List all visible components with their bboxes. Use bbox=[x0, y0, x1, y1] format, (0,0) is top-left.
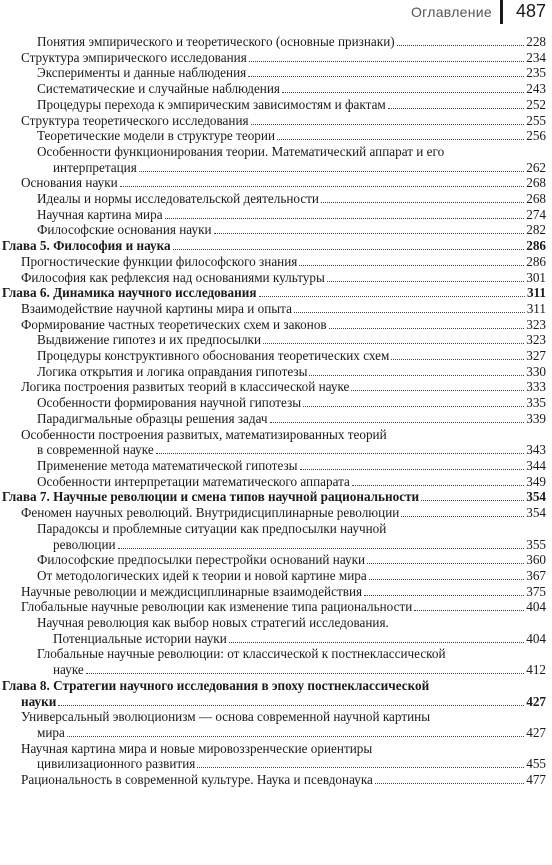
toc-entry-title: Глава 5. Философия и наука bbox=[2, 238, 171, 254]
dot-leader bbox=[277, 139, 524, 140]
toc-entry[interactable] bbox=[37, 568, 546, 584]
dot-leader bbox=[86, 673, 524, 674]
toc-entry-page: 404 bbox=[526, 599, 546, 615]
dot-leader bbox=[173, 249, 525, 250]
dot-leader bbox=[401, 516, 524, 517]
dot-leader bbox=[300, 469, 525, 470]
toc-entry[interactable] bbox=[37, 411, 546, 427]
toc-entry-title: Глобальные научные революции как изменение типа рациональности bbox=[21, 599, 413, 615]
toc-entry[interactable] bbox=[37, 552, 546, 568]
dot-leader bbox=[270, 422, 525, 423]
dot-leader bbox=[229, 642, 524, 643]
toc-entry[interactable] bbox=[37, 442, 546, 458]
header-title: Оглавление bbox=[410, 4, 492, 20]
dot-leader bbox=[388, 108, 524, 109]
toc-entry-title: революции bbox=[53, 536, 116, 552]
toc-entry-lead: Универсальный эволюционизм — основа современной научной картины bbox=[21, 709, 431, 725]
toc-entry[interactable] bbox=[37, 34, 546, 50]
toc-entry[interactable] bbox=[21, 113, 546, 129]
dot-leader bbox=[214, 233, 525, 234]
toc-entry[interactable] bbox=[37, 364, 546, 380]
dot-leader bbox=[329, 328, 525, 329]
toc-entry-page: 252 bbox=[526, 96, 546, 112]
toc-entry-title: Структура эмпирического исследования bbox=[21, 49, 247, 65]
toc-entry-page: 427 bbox=[526, 724, 546, 740]
toc-entry-title: Выдвижение гипотез и их предпосылки bbox=[37, 332, 262, 348]
toc-entry[interactable] bbox=[21, 301, 546, 317]
running-header bbox=[0, 0, 552, 26]
toc-entry-lead: Особенности функционирования теории. Математический аппарат и его bbox=[37, 143, 445, 159]
toc-entry-page: 335 bbox=[526, 395, 546, 411]
toc-entry-title: Систематические и случайные наблюдения bbox=[37, 81, 280, 97]
toc-entry[interactable] bbox=[21, 379, 546, 395]
toc-entry-lead: Глава 8. Стратегии научного исследования в эпоху постнеклассической bbox=[2, 677, 430, 693]
toc-entry-title: Процедуры перехода к эмпирическим зависимостям и фактам bbox=[37, 96, 386, 112]
toc-entry-title: Взаимодействие научной картины мира и опыта bbox=[21, 300, 292, 316]
toc-entry-title: От методологических идей к теории и новой картине мира bbox=[37, 567, 367, 583]
toc-entry-page: 427 bbox=[526, 693, 546, 709]
toc-entry-page: 282 bbox=[526, 222, 546, 238]
dot-leader bbox=[352, 485, 524, 486]
toc-entry[interactable] bbox=[21, 317, 546, 333]
toc-entry-page: 256 bbox=[526, 128, 546, 144]
toc-entry[interactable] bbox=[37, 348, 546, 364]
toc-entry-page: 330 bbox=[526, 363, 546, 379]
dot-leader bbox=[367, 563, 524, 564]
dot-leader bbox=[58, 705, 524, 706]
toc-entry-title: Парадигмальные образцы решения задач bbox=[37, 410, 268, 426]
toc-entry[interactable] bbox=[21, 772, 546, 788]
toc-entry-page: 355 bbox=[526, 536, 546, 552]
toc-entry-title: Философия как рефлексия над основаниями культуры bbox=[21, 269, 325, 285]
toc-entry-page: 286 bbox=[526, 253, 546, 269]
dot-leader bbox=[118, 548, 525, 549]
toc-entry-page: 243 bbox=[526, 81, 546, 97]
toc-entry-title: Особенности интерпретации математического аппарата bbox=[37, 473, 350, 489]
toc-entry-page: 344 bbox=[526, 457, 546, 473]
toc-entry-page: 367 bbox=[526, 567, 546, 583]
dot-leader bbox=[364, 595, 524, 596]
dot-leader bbox=[156, 453, 525, 454]
toc-entry-page: 404 bbox=[526, 630, 546, 646]
dot-leader bbox=[197, 767, 524, 768]
toc-entry-title: интерпретация bbox=[53, 159, 137, 175]
toc-entry[interactable] bbox=[37, 128, 546, 144]
toc-entry-title: науке bbox=[53, 662, 84, 678]
toc-entry[interactable] bbox=[53, 160, 546, 176]
toc-entry-title: Потенциальные истории науки bbox=[53, 630, 227, 646]
toc-entry-page: 323 bbox=[526, 316, 546, 332]
dot-leader bbox=[120, 186, 525, 187]
toc-entry-title: Философские предпосылки перестройки оснований науки bbox=[37, 552, 366, 568]
toc-entry-title: мира bbox=[37, 724, 65, 740]
dot-leader bbox=[327, 281, 524, 282]
toc-entry-title: Глава 7. Научные революции и смена типов научной рациональности bbox=[2, 489, 420, 505]
toc-entry-title: Формирование частных теоретических схем и законов bbox=[21, 316, 327, 332]
toc-entry[interactable] bbox=[37, 474, 546, 490]
toc-entry[interactable] bbox=[21, 270, 546, 286]
toc-entry-title: Идеалы и нормы исследовательской деятельности bbox=[37, 191, 319, 207]
dot-leader bbox=[309, 375, 524, 376]
toc-entry[interactable] bbox=[53, 662, 546, 678]
header-divider bbox=[500, 0, 503, 24]
dot-leader bbox=[139, 171, 524, 172]
toc-entry-page: 262 bbox=[526, 159, 546, 175]
toc-entry[interactable] bbox=[37, 458, 546, 474]
toc-entry-page: 343 bbox=[526, 442, 546, 458]
toc-entry-lead: Глобальные научные революции: от классической к постнеклассической bbox=[37, 646, 446, 662]
toc-entry-page: 349 bbox=[526, 473, 546, 489]
dot-leader bbox=[259, 296, 525, 297]
toc-entry-title: Понятия эмпирического и теоретического (основные признаки) bbox=[37, 34, 395, 49]
dot-leader bbox=[369, 579, 524, 580]
toc-entry-page: 323 bbox=[526, 332, 546, 348]
toc-entry[interactable] bbox=[21, 254, 546, 270]
toc-entry-title: Применение метода математической гипотезы bbox=[37, 457, 298, 473]
toc-entry-title: Рациональность в современной культуре. Наука и псевдонаука bbox=[21, 772, 373, 788]
toc-entry[interactable] bbox=[37, 191, 546, 207]
toc-entry-lead: Научная революция как выбор новых стратегий исследования. bbox=[37, 615, 389, 631]
toc-entry[interactable] bbox=[21, 175, 546, 191]
toc-entry-page: 301 bbox=[526, 269, 546, 285]
dot-leader bbox=[391, 359, 524, 360]
toc-entry-title: Логика построения развитых теорий в классической науке bbox=[21, 379, 350, 395]
toc-entry-title: цивилизационного развития bbox=[37, 756, 196, 772]
toc-entry-title: Феномен научных революций. Внутридисциплинарные революции bbox=[21, 505, 400, 521]
toc-entry[interactable] bbox=[21, 505, 546, 521]
toc-entry-page: 455 bbox=[526, 756, 546, 772]
dot-leader bbox=[397, 45, 525, 46]
toc-entry[interactable] bbox=[53, 537, 546, 553]
toc-entry[interactable] bbox=[37, 332, 546, 348]
toc-chapter[interactable] bbox=[2, 489, 546, 505]
dot-leader bbox=[251, 124, 525, 125]
toc-entry-page: 311 bbox=[526, 300, 546, 316]
toc-entry[interactable] bbox=[37, 756, 546, 772]
toc-entry-title: науки bbox=[21, 693, 57, 709]
toc-entry-page: 477 bbox=[526, 772, 546, 788]
toc-entry[interactable] bbox=[21, 599, 546, 615]
toc-entry-page: 412 bbox=[526, 662, 546, 678]
dot-leader bbox=[249, 61, 524, 62]
toc-entry-title: Научные революции и междисциплинарные взаимодействия bbox=[21, 583, 363, 599]
toc-chapter[interactable] bbox=[2, 238, 546, 254]
toc-entry[interactable] bbox=[37, 97, 546, 113]
toc-entry[interactable] bbox=[37, 207, 546, 223]
toc-entry-title: Научная картина мира bbox=[37, 206, 163, 222]
dot-leader bbox=[263, 343, 524, 344]
dot-leader bbox=[294, 312, 525, 313]
toc-entry-lead: Парадоксы и проблемные ситуации как предпосылки научной bbox=[37, 520, 387, 536]
dot-leader bbox=[248, 76, 524, 77]
dot-leader bbox=[303, 406, 524, 407]
toc-entry-page: 311 bbox=[526, 285, 546, 301]
toc-entry-page: 268 bbox=[526, 175, 546, 191]
toc-entry-page: 286 bbox=[526, 238, 546, 254]
dot-leader bbox=[67, 736, 524, 737]
table-of-contents bbox=[0, 34, 552, 788]
toc-entry-page: 339 bbox=[526, 410, 546, 426]
toc-entry-page: 375 bbox=[526, 583, 546, 599]
toc-entry-page: 268 bbox=[526, 191, 546, 207]
toc-chapter[interactable] bbox=[21, 694, 546, 710]
toc-entry-title: Логика открытия и логика оправдания гипотезы bbox=[37, 363, 308, 379]
toc-entry[interactable] bbox=[37, 395, 546, 411]
toc-entry-title: Эксперименты и данные наблюдения bbox=[37, 65, 247, 81]
dot-leader bbox=[165, 218, 525, 219]
toc-entry[interactable] bbox=[53, 631, 546, 647]
toc-entry-lead: Научная картина мира и новые мировоззренческие ориентиры bbox=[21, 740, 373, 756]
toc-entry[interactable] bbox=[21, 584, 546, 600]
toc-entry-title: Философские основания науки bbox=[37, 222, 212, 238]
toc-entry-title: Глава 6. Динамика научного исследования bbox=[2, 285, 257, 301]
toc-entry[interactable] bbox=[37, 65, 546, 81]
toc-entry-page: 234 bbox=[526, 49, 546, 65]
dot-leader bbox=[282, 92, 524, 93]
toc-entry-title: Теоретические модели в структуре теории bbox=[37, 128, 275, 144]
toc-entry-page: 354 bbox=[526, 505, 546, 521]
dot-leader bbox=[375, 783, 524, 784]
toc-entry-title: Прогностические функции философского знания bbox=[21, 253, 298, 269]
page-number: 487 bbox=[515, 1, 546, 21]
dot-leader bbox=[421, 500, 524, 501]
toc-entry[interactable] bbox=[37, 81, 546, 97]
toc-entry-page: 354 bbox=[526, 489, 546, 505]
toc-entry-title: Основания науки bbox=[21, 175, 118, 191]
toc-entry-title: в современной науке bbox=[37, 442, 154, 458]
toc-entry-title: Структура теоретического исследования bbox=[21, 112, 249, 128]
dot-leader bbox=[321, 202, 524, 203]
toc-entry[interactable] bbox=[37, 222, 546, 238]
dot-leader bbox=[299, 265, 524, 266]
toc-entry-page: 255 bbox=[526, 112, 546, 128]
dot-leader bbox=[414, 610, 524, 611]
toc-entry-page: 228 bbox=[526, 34, 546, 49]
dot-leader bbox=[351, 390, 524, 391]
toc-entry-page: 235 bbox=[526, 65, 546, 81]
toc-entry-page: 274 bbox=[526, 206, 546, 222]
toc-entry-page: 333 bbox=[526, 379, 546, 395]
toc-entry-title: Процедуры конструктивного обоснования теоретических схем bbox=[37, 348, 390, 364]
toc-entry-page: 327 bbox=[526, 348, 546, 364]
toc-entry-title: Особенности формирования научной гипотезы bbox=[37, 395, 302, 411]
toc-entry-lead: Особенности построения развитых, математизированных теорий bbox=[21, 426, 387, 442]
toc-entry-page: 360 bbox=[526, 552, 546, 568]
toc-entry[interactable] bbox=[37, 725, 546, 741]
toc-chapter[interactable] bbox=[2, 285, 546, 301]
toc-entry[interactable] bbox=[21, 50, 546, 66]
